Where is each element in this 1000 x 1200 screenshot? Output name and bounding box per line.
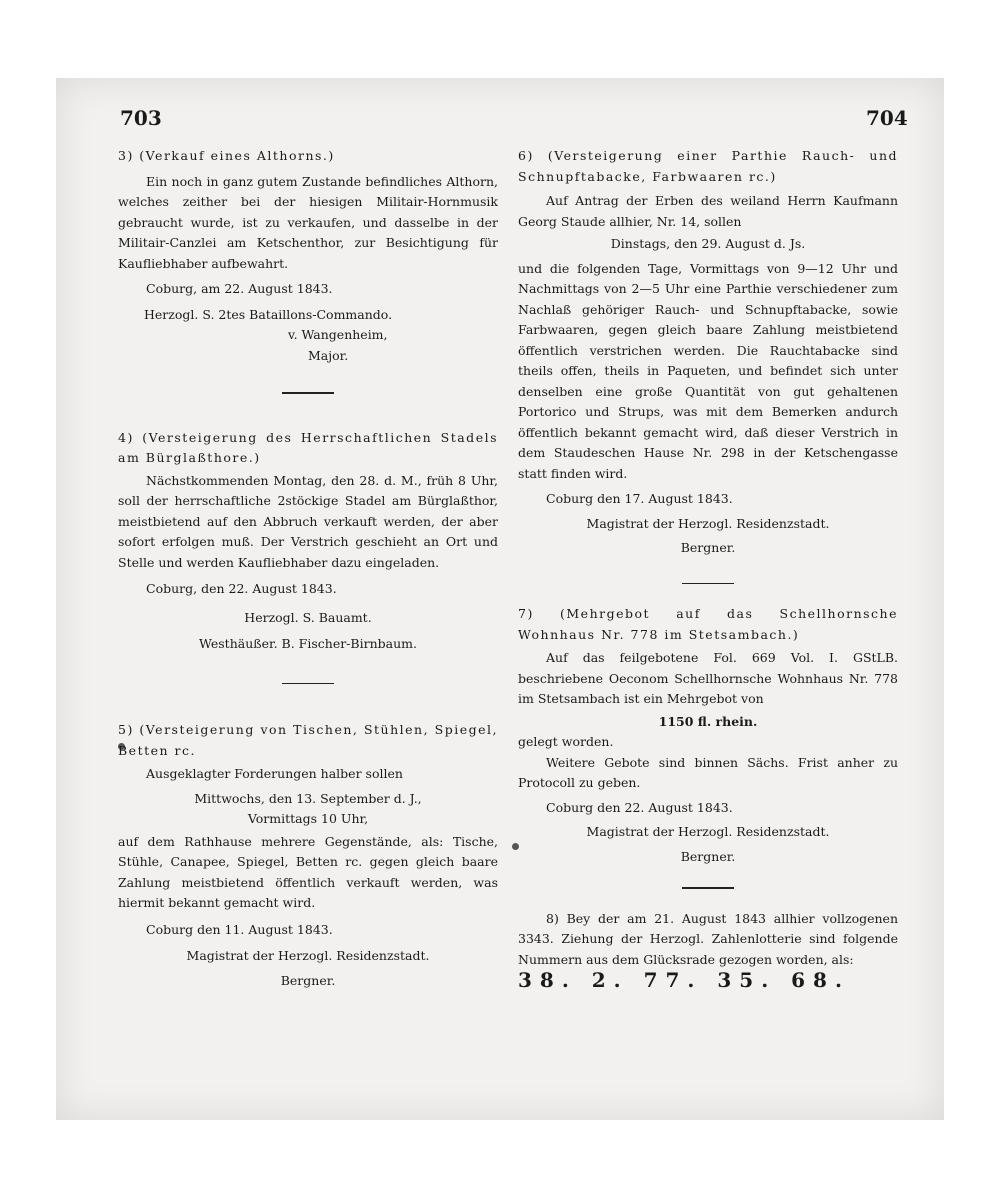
notice-5-body: auf dem Rathhause mehrere Gegenstände, als: Tische, Stühle, Canapee, Spiegel, Betten rc. gegen gleich baare Zahlung meistbietend öffentlich verkauft werden, was hiermit bekannt gemacht wird. — [118, 833, 498, 910]
right-column — [518, 146, 898, 991]
notice-5-signature-name: Bergner. — [280, 972, 336, 988]
notice-6-intro: Auf Antrag der Erben des weiland Herrn Kaufmann Georg Staude allhier, Nr. 14, sollen — [518, 193, 898, 229]
notice-5-signature-office: Magistrat der Herzogl. Residenzstadt. — [186, 948, 430, 963]
notice-4 — [118, 428, 498, 655]
notice-8-body: 8) Bey der am 21. August 1843 allhier vollzogenen 3343. Ziehung der Herzogl. Zahlenlotterie sind folgende Nummern aus dem Glücksrade gezogen worden, als: — [518, 910, 898, 967]
notice-3-heading: 3) (Verkauf eines Althorns.) — [118, 148, 335, 163]
notice-4-signature-names: Westhäußer. B. Fischer-Birnbaum. — [199, 636, 417, 651]
section-divider — [682, 583, 734, 585]
notice-7-heading: 7) (Mehrgebot auf das Schellhornsche Wohnhaus Nr. 778 im Stetsambach.) — [518, 606, 898, 642]
left-page-number: 703 — [120, 106, 162, 130]
notice-5-date: Coburg den 11. August 1843. — [146, 921, 333, 937]
notice-4-signature-office: Herzogl. S. Bauamt. — [244, 609, 372, 625]
right-page-number: 704 — [866, 106, 908, 130]
notice-7-body: Auf das feilgebotene Fol. 669 Vol. I. GStLB. beschriebene Oeconom Schellhornsche Wohnhaus Nr. 778 im Stetsambach ist ein Mehrgebot von — [518, 650, 898, 706]
notice-7-signature-name: Bergner. — [680, 848, 736, 864]
notice-5 — [118, 720, 498, 991]
notice-6-signature-office: Magistrat der Herzogl. Residenzstadt. — [586, 515, 830, 531]
notice-7-amount: 1150 fl. rhein. — [658, 713, 758, 729]
notice-5-intro: Ausgeklagter Forderungen halber sollen — [146, 766, 403, 781]
notice-5-heading: 5) (Versteigerung von Tischen, Stühlen, Spiegel, Betten rc. — [118, 722, 498, 758]
section-divider — [682, 887, 734, 889]
notice-6-date-line: Dinstags, den 29. August d. Js. — [610, 236, 806, 251]
notice-7-signature-office: Magistrat der Herzogl. Residenzstadt. — [586, 824, 830, 839]
notice-3-signature-name: v. Wangenheim, — [288, 327, 388, 342]
left-column — [118, 146, 498, 991]
section-divider — [282, 683, 334, 685]
notice-4-date: Coburg, den 22. August 1843. — [146, 581, 337, 596]
notice-6-body: und die folgenden Tage, Vormittags von 9—12 Uhr und Nachmittags von 2—5 Uhr eine Parthie verschiedener zum Nachlaß gehöriger Rauch- und Schnupftabacke, sowie Farbwaaren, gegen gleich baare Zahlung meistbietend öffentlich verstrichen werden. Die Rauchtabacke sind theils offen, theils in Paqueten, und befindet sich unter denselben eine große Quantität von gut gehaltenen Portorico und Strups, was mit dem Bemerken andurch öffentlich bekannt gemacht wird, daß dieser Verstrich in dem Staudeschen Hause Nr. 298 in der Ketschengasse statt finden wird. — [518, 260, 898, 481]
notice-3-body: Ein noch in ganz gutem Zustande befindliches Althorn, welches zeither bei der hiesigen Militair-Hornmusik gebraucht wurde, ist zu verkaufen, und dasselbe in der Militair-Canzlei am Ketschenthor, zur Besichtigung für Kaufliebhaber aufbewahrt. — [118, 173, 498, 271]
notice-7-date: Coburg den 22. August 1843. — [546, 799, 733, 815]
notice-3-signature-office: Herzogl. S. 2tes Bataillons-Commando. — [144, 306, 393, 322]
notice-3-date: Coburg, am 22. August 1843. — [146, 281, 333, 296]
notice-6-date: Coburg den 17. August 1843. — [546, 491, 733, 506]
notice-6-heading: 6) (Versteigerung einer Parthie Rauch- und Schnupftabacke, Farbwaaren rc.) — [518, 148, 898, 184]
section-divider — [282, 392, 334, 394]
notice-6-signature-name: Bergner. — [680, 540, 736, 555]
notice-5-date-line: Mittwochs, den 13. September d. J., — [194, 790, 422, 806]
notice-6 — [518, 146, 898, 559]
notice-3-signature-rank: Major. — [308, 347, 349, 363]
notice-3 — [118, 146, 498, 366]
notice-4-body: Nächstkommenden Montag, den 28. d. M., früh 8 Uhr, soll der herrschaftliche 2stöckige Stadel am Bürglaßthor, meistbietend auf den Abbruch verkauft werden, der aber sofort erfolgen muß. Der Verstrich geschieht an Ort und Stelle und werden Kaufliebhaber dazu eingeladen. — [118, 472, 498, 570]
notice-8 — [518, 909, 898, 991]
notice-5-time-line: Vormittags 10 Uhr, — [247, 811, 369, 826]
notice-7 — [518, 604, 898, 867]
notice-7-body-continued: gelegt worden. — [518, 734, 614, 749]
lottery-numbers: 38. 2. 77. 35. 68. — [518, 968, 850, 992]
notice-7-further-bids: Weitere Gebote sind binnen Sächs. Frist anher zu Protocoll zu geben. — [518, 754, 898, 790]
notice-4-heading: 4) (Versteigerung des Herrschaftlichen Stadels am Bürglaßthore.) — [118, 429, 498, 465]
